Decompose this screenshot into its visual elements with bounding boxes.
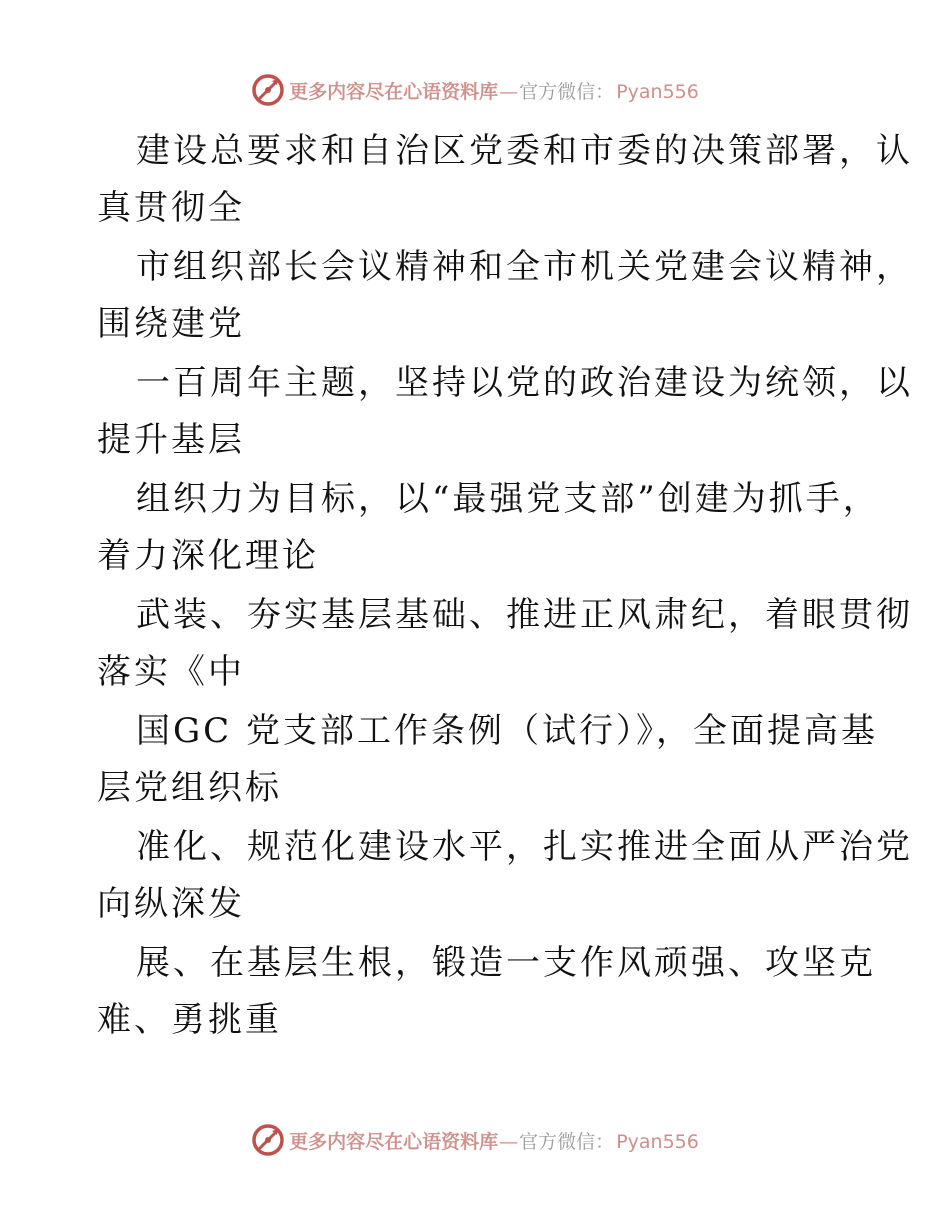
paragraph-line: 围绕建党	[97, 304, 245, 344]
paragraph-line: 层党组织标	[97, 768, 282, 808]
wechat-label: 官方微信：	[519, 1130, 615, 1153]
paragraph-line: 落实《中	[97, 652, 245, 692]
paragraph-line: 一百周年主题，坚持以党的政治建设为统领，以	[136, 363, 913, 403]
paragraph-line: 提升基层	[97, 420, 245, 460]
paragraph-line: 准化、规范化建设水平，扎实推进全面从严治党	[136, 827, 913, 867]
paragraph-line: 难、勇挑重	[97, 1000, 282, 1040]
header-watermark	[0, 70, 950, 110]
paragraph-line: 展、在基层生根，锻造一支作风顽强、攻坚克	[136, 943, 876, 983]
paragraph-line: 国GC 党支部工作条例（试行）》，全面提高基	[136, 711, 878, 751]
footer-watermark	[0, 1120, 950, 1160]
paragraph-line: 建设总要求和自治区党委和市委的决策部署，认	[136, 131, 913, 171]
paragraph-line: 市组织部长会议精神和全市机关党建会议精神，	[136, 247, 913, 287]
paragraph-line: 真贯彻全	[97, 188, 245, 228]
separator-dash: —	[499, 80, 519, 103]
promo-text: 更多内容尽在心语资料库	[289, 80, 499, 103]
paragraph-line: 向纵深发	[97, 884, 245, 924]
promo-text: 更多内容尽在心语资料库	[289, 1130, 499, 1153]
paragraph-line: 着力深化理论	[97, 536, 319, 576]
logo-icon	[251, 73, 285, 107]
wechat-id: Pyan556	[616, 1130, 699, 1153]
paragraph-line: 组织力为目标，以“最强党支部”创建为抓手，	[136, 479, 880, 519]
paragraph-line: 武装、夯实基层基础、推进正风肃纪，着眼贯彻	[136, 595, 913, 635]
separator-dash: —	[499, 1130, 519, 1153]
logo-icon	[251, 1123, 285, 1157]
wechat-id: Pyan556	[616, 80, 699, 103]
wechat-label: 官方微信：	[519, 80, 615, 103]
